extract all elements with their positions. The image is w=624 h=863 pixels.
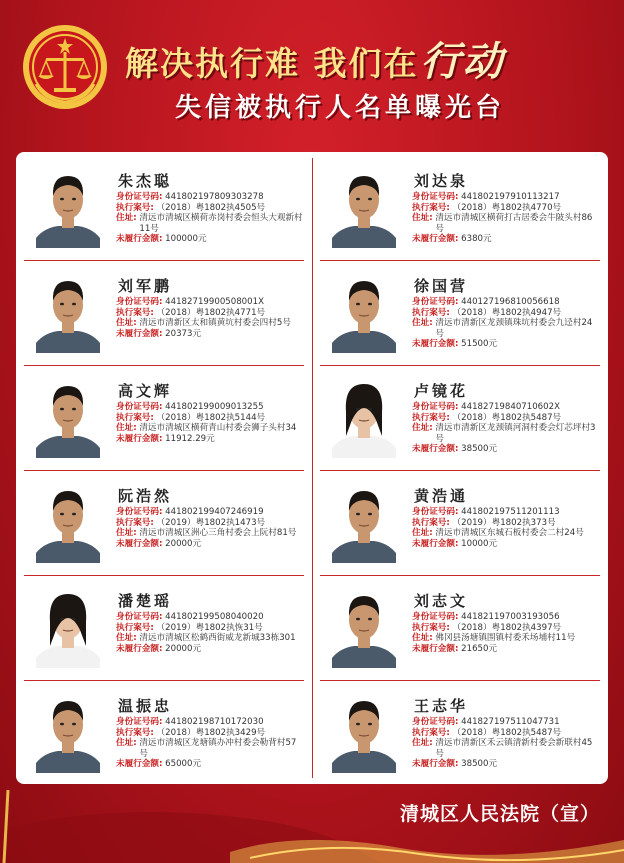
person-name: 阮浩然: [118, 487, 173, 505]
case-label: 执行案号:: [412, 727, 450, 738]
amount-label: 未履行金额:: [412, 234, 459, 245]
amount-value: 20373元: [165, 328, 202, 339]
case-value: （2019）粤1802执1473号: [156, 517, 266, 528]
address-row: [116, 633, 304, 644]
id-label: 身份证号码:: [412, 192, 459, 202]
id-label: 身份证号码:: [116, 612, 163, 622]
amount-value: 100000元: [165, 234, 207, 245]
case-row: [412, 623, 600, 634]
amount-label: 未履行金额:: [412, 444, 459, 455]
amount-row: [116, 434, 304, 445]
person-info: [412, 170, 600, 245]
id-row: [116, 612, 304, 623]
address-label: 住址:: [116, 738, 137, 749]
address-row: [116, 423, 304, 434]
person-card: [312, 156, 608, 261]
person-info: [412, 590, 600, 654]
address-row: [116, 213, 304, 234]
amount-row: [412, 759, 600, 770]
address-label: 住址:: [116, 318, 137, 329]
address-label: 住址:: [412, 318, 433, 329]
person-card: [312, 366, 608, 471]
address-row: [116, 738, 304, 759]
amount-label: 未履行金额:: [116, 328, 163, 339]
person-card: [16, 471, 312, 576]
person-card: [16, 366, 312, 471]
person-photo: [36, 481, 100, 563]
id-value: 441802197910113217: [461, 192, 560, 202]
case-row: [412, 308, 600, 319]
person-card: [16, 261, 312, 366]
person-info: [412, 695, 600, 770]
id-row: [412, 192, 600, 203]
address-value: 清远市清城区松鹤西街威龙新城33栋301: [139, 633, 296, 644]
case-label: 执行案号:: [116, 622, 154, 633]
amount-label: 未履行金额:: [116, 643, 163, 654]
person-info: [116, 380, 304, 444]
amount-label: 未履行金额:: [116, 538, 163, 549]
amount-label: 未履行金额:: [116, 234, 163, 245]
id-row: [412, 507, 600, 518]
person-card: [16, 681, 312, 786]
address-row: [412, 213, 600, 234]
person-photo: [332, 586, 396, 668]
address-value: 清远市清新区太和镇黄坑村委会四村5号: [139, 318, 291, 329]
case-row: [412, 518, 600, 529]
id-label: 身份证号码:: [412, 717, 459, 727]
person-name: 朱杰聪: [118, 172, 173, 190]
amount-row: [412, 234, 600, 245]
person-photo: [332, 481, 396, 563]
person-photo: [36, 691, 100, 773]
amount-row: [412, 644, 600, 655]
id-label: 身份证号码:: [412, 507, 459, 517]
amount-value: 38500元: [461, 759, 498, 770]
amount-label: 未履行金额:: [412, 538, 459, 549]
case-value: （2018）粤1802执5487号: [452, 412, 562, 423]
id-label: 身份证号码:: [116, 507, 163, 517]
case-label: 执行案号:: [412, 622, 450, 633]
person-photo: [332, 376, 396, 458]
case-label: 执行案号:: [116, 727, 154, 738]
person-card: [312, 576, 608, 681]
address-row: [116, 528, 304, 539]
case-row: [116, 728, 304, 739]
amount-row: [116, 234, 304, 245]
person-info: [116, 275, 304, 339]
amount-row: [116, 329, 304, 340]
case-value: （2019）粤1802执373号: [452, 517, 556, 528]
address-row: [116, 318, 304, 329]
case-label: 执行案号:: [116, 412, 154, 423]
id-row: [412, 717, 600, 728]
address-value: 清远市清城区东城石板村委会二村24号: [435, 528, 584, 539]
address-row: [412, 318, 600, 339]
case-label: 执行案号:: [116, 202, 154, 213]
id-value: 44182719840710602X: [461, 402, 560, 412]
address-value: 清远市清城区横荷青山村委会狮子头村34: [139, 423, 297, 434]
person-card: [312, 471, 608, 576]
person-photo: [332, 166, 396, 248]
person-name: 刘军鹏: [118, 277, 173, 295]
person-info: [412, 275, 600, 350]
case-row: [116, 518, 304, 529]
amount-value: 11912.29元: [165, 433, 215, 444]
amount-row: [412, 339, 600, 350]
id-row: [412, 612, 600, 623]
person-photo: [36, 271, 100, 353]
address-label: 住址:: [116, 423, 137, 434]
address-row: [412, 738, 600, 759]
court-emblem-icon: [22, 24, 108, 110]
person-card: [312, 261, 608, 366]
amount-value: 38500元: [461, 444, 498, 455]
address-label: 住址:: [412, 633, 433, 644]
id-value: 441802198710172030: [165, 717, 264, 727]
amount-value: 6380元: [461, 234, 492, 245]
amount-row: [412, 444, 600, 455]
id-value: 441802197511201113: [461, 507, 560, 517]
address-label: 住址:: [412, 738, 433, 749]
amount-value: 20000元: [165, 643, 202, 654]
person-name: 卢镜花: [414, 382, 469, 400]
case-value: （2018）粤1802执4397号: [452, 622, 562, 633]
court-signature: 清城区人民法院（宣）: [399, 803, 600, 825]
person-card: [16, 576, 312, 681]
case-label: 执行案号:: [116, 307, 154, 318]
amount-value: 65000元: [165, 759, 202, 770]
address-label: 住址:: [412, 213, 433, 224]
person-name: 刘达泉: [414, 172, 469, 190]
address-label: 住址:: [116, 633, 137, 644]
case-label: 执行案号:: [412, 202, 450, 213]
case-value: （2018）粤1802执4771号: [156, 307, 266, 318]
case-label: 执行案号:: [412, 307, 450, 318]
person-info: [116, 590, 304, 654]
amount-label: 未履行金额:: [412, 759, 459, 770]
person-name: 王志华: [414, 697, 469, 715]
address-value: 清远市清新区龙颈镇河洞村委会灯芯坪村3号: [435, 423, 596, 444]
page-subtitle: 失信被执行人名单曝光台: [175, 93, 506, 123]
person-info: [412, 485, 600, 549]
case-row: [412, 413, 600, 424]
amount-value: 10000元: [461, 538, 498, 549]
case-row: [116, 623, 304, 634]
person-photo: [332, 691, 396, 773]
id-label: 身份证号码:: [116, 402, 163, 412]
person-photo: [36, 166, 100, 248]
id-value: 44182719900508001X: [165, 297, 264, 307]
id-value: 441827197511047731: [461, 717, 560, 727]
person-name: 徐国营: [414, 277, 469, 295]
address-value: 清远市清城区横荷打古居委会牛陂头村86号: [435, 213, 593, 234]
id-row: [412, 402, 600, 413]
id-row: [412, 297, 600, 308]
person-card: [312, 681, 608, 786]
person-info: [116, 695, 304, 770]
person-photo: [332, 271, 396, 353]
case-row: [116, 413, 304, 424]
case-row: [412, 728, 600, 739]
person-photo: [36, 376, 100, 458]
case-value: （2019）粤1802执恢31号: [156, 622, 263, 633]
amount-row: [116, 644, 304, 655]
id-value: 441802197809303278: [165, 192, 264, 202]
amount-label: 未履行金额:: [412, 643, 459, 654]
amount-row: [116, 759, 304, 770]
person-name: 刘志文: [414, 592, 469, 610]
address-value: 清远市清新区龙颈镇珠坑村委会九迳村24号: [435, 318, 593, 339]
case-value: （2018）粤1802执5144号: [156, 412, 266, 423]
id-label: 身份证号码:: [412, 612, 459, 622]
id-row: [116, 402, 304, 413]
amount-label: 未履行金额:: [116, 433, 163, 444]
id-value: 441802199009013255: [165, 402, 264, 412]
person-grid: [16, 152, 608, 784]
case-row: [412, 203, 600, 214]
case-value: （2018）粤1802执5487号: [452, 727, 562, 738]
amount-label: 未履行金额:: [412, 339, 459, 350]
blacklist-panel: [16, 152, 608, 784]
amount-row: [116, 539, 304, 550]
case-value: （2018）粤1802执3429号: [156, 727, 266, 738]
id-value: 441821197003193056: [461, 612, 560, 622]
address-label: 住址:: [116, 213, 137, 224]
id-label: 身份证号码:: [116, 717, 163, 727]
person-name: 高文辉: [118, 382, 173, 400]
person-name: 黄浩通: [414, 487, 469, 505]
amount-label: 未履行金额:: [116, 759, 163, 770]
case-label: 执行案号:: [412, 412, 450, 423]
id-value: 440127196810056618: [461, 297, 560, 307]
address-row: [412, 423, 600, 444]
case-value: （2018）粤1802执4505号: [156, 202, 266, 213]
id-row: [116, 297, 304, 308]
address-value: 佛冈县汤塘镇围镇村委禾场埔村11号: [435, 633, 576, 644]
address-value: 清远市清城区洲心三角村委会上阮村81号: [139, 528, 297, 539]
id-label: 身份证号码:: [116, 297, 163, 307]
person-photo: [36, 586, 100, 668]
id-label: 身份证号码:: [412, 297, 459, 307]
amount-value: 21650元: [461, 643, 498, 654]
address-row: [412, 528, 600, 539]
address-value: 清远市清新区禾云镇清新村委会新联村45号: [435, 738, 593, 759]
amount-value: 51500元: [461, 339, 498, 350]
person-name: 温振忠: [118, 697, 173, 715]
address-value: 清远市清城区横荷赤岗村委会恒头大观新村11号: [139, 213, 303, 234]
page-title: 解决执行难 我们在行动: [125, 38, 505, 85]
id-row: [116, 192, 304, 203]
header: [0, 0, 624, 150]
id-label: 身份证号码:: [412, 402, 459, 412]
case-row: [116, 203, 304, 214]
id-row: [116, 507, 304, 518]
case-row: [116, 308, 304, 319]
id-value: 441802199508040020: [165, 612, 264, 622]
person-name: 潘楚瑶: [118, 592, 173, 610]
address-value: 清远市清城区龙塘镇办冲村委会勒背村57号: [139, 738, 297, 759]
address-row: [412, 633, 600, 644]
page-title-accent: 行动: [420, 38, 505, 85]
id-value: 441802199407246919: [165, 507, 264, 517]
case-label: 执行案号:: [412, 517, 450, 528]
case-value: （2018）粤1802执4947号: [452, 307, 562, 318]
address-label: 住址:: [412, 528, 433, 539]
person-card: [16, 156, 312, 261]
id-label: 身份证号码:: [116, 192, 163, 202]
case-label: 执行案号:: [116, 517, 154, 528]
amount-value: 20000元: [165, 538, 202, 549]
person-info: [412, 380, 600, 455]
id-row: [116, 717, 304, 728]
person-info: [116, 485, 304, 549]
amount-row: [412, 539, 600, 550]
person-info: [116, 170, 304, 245]
address-label: 住址:: [412, 423, 433, 434]
case-value: （2018）粤1802执4770号: [452, 202, 562, 213]
address-label: 住址:: [116, 528, 137, 539]
